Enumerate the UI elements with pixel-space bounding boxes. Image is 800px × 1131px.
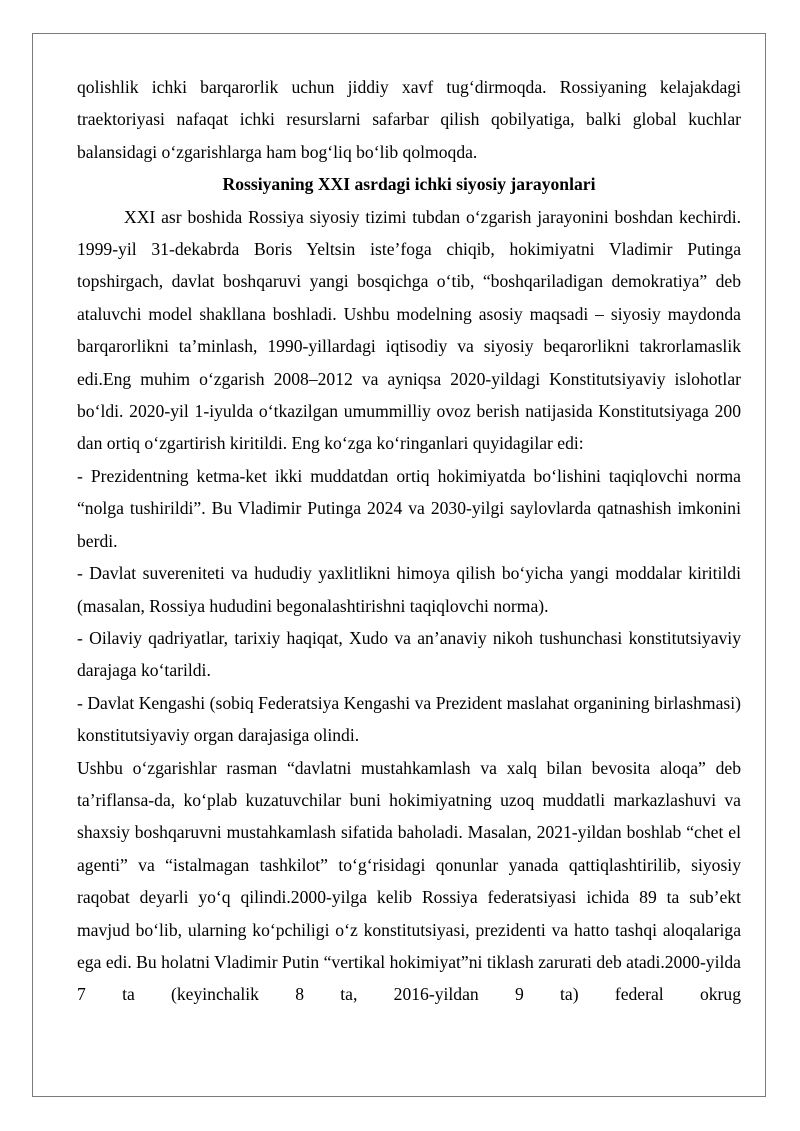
intro-paragraph: qolishlik ichki barqarorlik uchun jiddiy xavf tug‘dirmoqda. Rossiyaning kelajakdagi traektoriyasi nafaqat ichki resurslarni safarbar qilish qobilyatiga, balki global kuchlar balansidagi o‘zgarishlarga ham bog‘liq bo‘lib qolmoqda. — [77, 77, 741, 162]
bullet-item: - Oilaviy qadriyatlar, tarixiy haqiqat, Xudo va an’anaviy nikoh tushunchasi konstitutsiyaviy darajaga ko‘tarildi. — [77, 627, 741, 681]
bullet-item: - Davlat suvereniteti va hududiy yaxlitlikni himoya qilish bo‘yicha yangi moddalar kiritildi (masalan, Rossiya hududini begonalashtirishni taqiqlovchi norma). — [77, 563, 741, 616]
bullet-item: - Prezidentning ketma-ket ikki muddatdan ortiq hokimiyatda bo‘lishini taqiqlovchi norma “nolga tushirildi”. Bu Vladimir Putinga 2024 va 2030-yilgi saylovlarda qatnashish imkonini berdi. — [77, 465, 741, 551]
document-body — [77, 71, 741, 1011]
section-heading: Rossiyaning XXI asrdagi ichki siyosiy jarayonlari — [222, 174, 596, 195]
closing-paragraph: Ushbu o‘zgarishlar rasman “davlatni mustahkamlash va xalq bilan bevosita aloqa” deb ta’riflansa-da, ko‘plab kuzatuvchilar buni hokimiyatning uzoq muddatli markazlashuvi va shaxsiy boshqaruvni mustahkamlash sifatida baholadi. Masalan, 2021-yildan boshlab “chet el agenti” va “istalmagan tashkilot” to‘g‘risidagi qonunlar yanada qattiqlashtirilib, siyosiy raqobat deyarli yo‘q qilindi.2000-yilga kelib Rossiya federatsiyasi ichida 89 ta sub’ekt mavjud bo‘lib, ularning ko‘pchiligi o‘z konstitutsiyasi, prezidenti va hatto tashqi aloqalariga ega edi. Bu holatni Vladimir Putin “vertikal hokimiyat”ni tiklash zarurati deb atadi.2000-yilda 7 ta (keyinchalik 8 ta, 2016-yildan 9 ta) federal okrug — [77, 757, 741, 1005]
main-paragraph: XXI asr boshida Rossiya siyosiy tizimi tubdan o‘zgarish jarayonini boshdan kechirdi. 1999-yil 31-dekabrda Boris Yeltsin iste’foga chiqib, hokimiyatni Vladimir Putinga topshirgach, davlat boshqaruvi yangi bosqichga o‘tib, “boshqariladigan demokratiya” deb ataluvchi model shakllana boshladi. Ushbu modelning asosiy maqsadi – siyosiy maydonda barqarorlikni ta’minlash, 1990-yillardagi iqtisodiy va siyosiy beqarorlikni takrorlamaslik edi.Eng muhim o‘zgarish 2008–2012 va ayniqsa 2020-yildagi Konstitutsiyaviy islohotlar bo‘ldi. 2020-yil 1-iyulda o‘tkazilgan umummilliy ovoz berish natijasida Konstitutsiyaga 200 dan ortiq o‘zgartirish kiritildi. Eng ko‘zga ko‘ringanlari quyidagilar edi: — [77, 206, 741, 454]
bullet-item: - Davlat Kengashi (sobiq Federatsiya Kengashi va Prezident maslahat organining birlashmasi) konstitutsiyaviy organ darajasiga olindi. — [77, 692, 741, 746]
